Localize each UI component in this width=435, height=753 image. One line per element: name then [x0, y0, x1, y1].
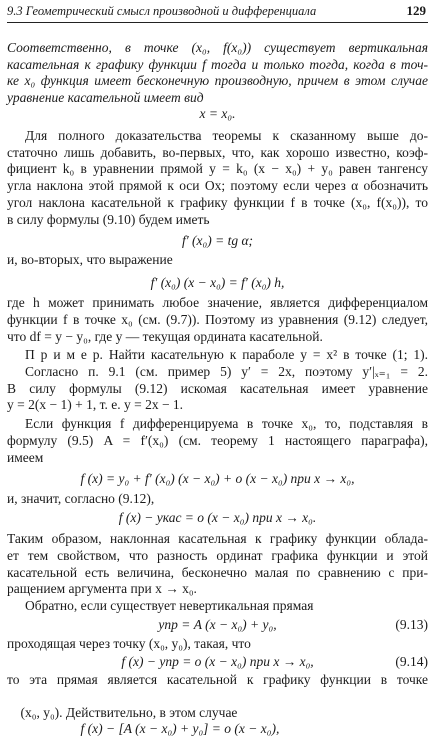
display-formula: f′ (x₀) (x − x₀) = f′ (x₀) h,: [150, 275, 285, 290]
text-line: ет тем свойством, что разность ординат графика функции и этой: [7, 548, 428, 563]
text-line: ке x₀ функция имеет бесконечную производную, причем в этом случае: [7, 73, 428, 88]
text-line: где h может принимать любое значение, является дифференциалом: [7, 295, 428, 310]
equation-number: (9.14): [395, 654, 428, 669]
display-formula: f (x) − yкас = o (x − x₀) при x → x₀.: [118, 510, 317, 525]
text-line: фициент k₀ в уравнении прямой y = k₀ (x − x₀) + y₀ равен тангенсу: [7, 161, 428, 176]
text-line: y = 2(x − 1) + 1, т. е. y = 2x − 1.: [7, 397, 184, 412]
display-formula: f′ (x₀) = tg α;: [181, 233, 254, 248]
text-line: угол наклона касательной к графику функции f в точке (x₀, f(x₀)), то: [7, 195, 428, 210]
text-line: касательной есть величина, бесконечно малая по сравнению с при-: [7, 565, 428, 580]
text-line: уравнение касательной имеет вид: [7, 90, 204, 105]
text-line: Соответственно, в точке (x₀, f(x₀)) существует вертикальная: [7, 40, 428, 55]
page-number: 129: [406, 3, 426, 18]
text-line: и, значит, согласно (9.12),: [7, 491, 155, 506]
equation-number: (9.13): [395, 617, 428, 632]
text-line: и, во-вторых, что выражение: [7, 252, 173, 267]
example-line: П р и м е р. Найти касательную к параболе y = x² в точке (1; 1).: [25, 347, 428, 362]
text-line: статочно лишь добавить, во-первых, что, как хорошо известно, коэф-: [7, 145, 428, 160]
text-line: функции f в точке x₀ (см. (9.7)). Поэтому из уравнения (9.12) следует,: [7, 312, 428, 327]
text-line: проходящая через точку (x₀, y₀), такая, что: [7, 636, 251, 651]
text-line: что df = y − y₀, где y — текущая ордината касательной.: [7, 329, 323, 344]
text-line-cropped: (x₀, y₀). Действительно, в этом случае f (x) − [A (x − x₀) + y₀] = o (x − x₀),: [20, 705, 280, 736]
text-line: касательная к графику функции f тогда и только тогда, когда в точ-: [7, 57, 428, 72]
display-formula: x = x₀.: [199, 106, 236, 121]
text-line: ращением аргумента при x → x₀.: [7, 581, 197, 596]
display-formula: yпр = A (x − x₀) + y₀,: [158, 617, 277, 632]
display-formula: f (x) − yпр = o (x − x₀) при x → x₀,: [121, 654, 314, 669]
display-formula: f (x) = y₀ + f′ (x₀) (x − x₀) + o (x − x₀) при x → x₀,: [80, 471, 355, 486]
text-line: Согласно п. 9.1 (см. пример 5) y′ = 2x, поэтому y′|ₓ₌₁ = 2.: [25, 364, 428, 379]
text-line: то эта прямая является касательной к графику функции в точке: [7, 672, 428, 687]
text-line: Если функция f дифференцируема в точке x₀, то, подставляя в: [25, 416, 428, 431]
text-line: угла наклона этой прямой к оси Ox; поэтому если через α обозначить: [7, 178, 428, 193]
text-line: В силу формулы (9.12) искомая касательная имеет уравнение: [7, 381, 428, 396]
page-header: [7, 2, 428, 22]
text-line: формулу (9.5) A = f′(x₀) (см. теорему 1 настоящего параграфа),: [7, 433, 428, 448]
text-line: в силу формулы (9.10) будем иметь: [7, 212, 210, 227]
running-head: 9.3 Геометрический смысл производной и дифференциала: [7, 4, 317, 18]
numbered-equation-row: [7, 617, 428, 633]
text-line: имеем: [7, 450, 44, 465]
numbered-equation-row: [7, 654, 428, 670]
text-line: Обратно, если существует невертикальная прямая: [25, 598, 314, 613]
text-line: Для полного доказательства теоремы к сказанному выше до-: [25, 128, 428, 143]
header-rule: [7, 22, 428, 23]
text-line: Таким образом, наклонная касательная к графику функции облада-: [7, 531, 428, 546]
